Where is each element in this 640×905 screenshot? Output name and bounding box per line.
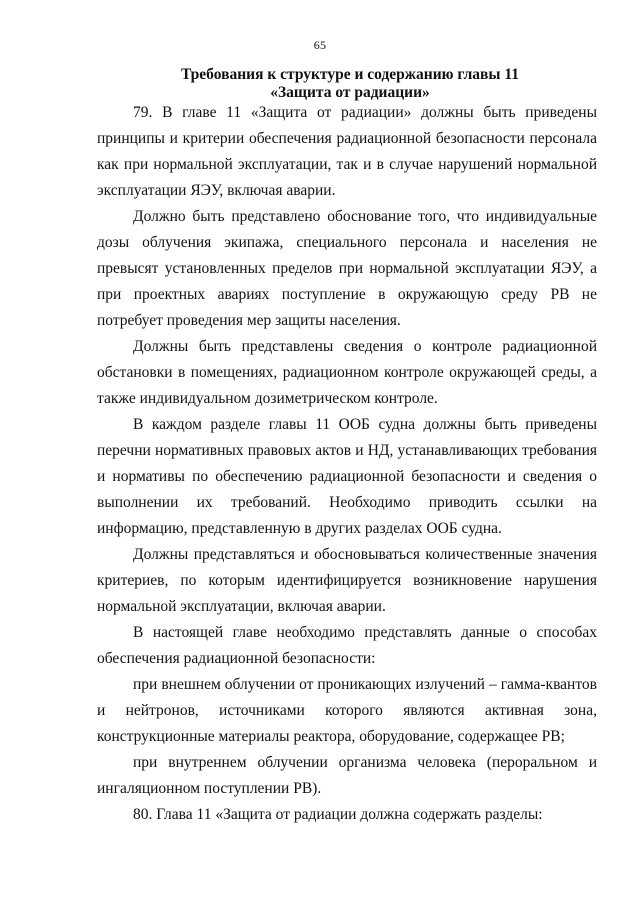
page-number: 65 (313, 38, 327, 52)
paragraph-external-exposure: при внешнем облучении от проникающих излучений – гамма-квантов и нейтронов, источниками которого являются активная зона, конструкционные материалы реактора, оборудование, содержащее РВ; (97, 676, 597, 745)
section-heading-line-1: Требования к структуре и содержанию главы 11 (180, 66, 520, 83)
paragraph-regulations: В каждом разделе главы 11 ООБ судна должны быть приведены перечни нормативных правовых актов и НД, устанавливающих требования и нормативы по обеспечению радиационной безопасности и сведения о выполнении их требований. Необходимо приводить ссылки на информацию, представленную в других разделах ООБ судна. (97, 416, 597, 537)
section-heading (0, 66, 640, 102)
paragraph-79: 79. В главе 11 «Защита от радиации» должны быть приведены принципы и критерии обеспечения радиационной безопасности персонала как при нормальной эксплуатации, так и в случае нарушений нормальной эксплуатации ЯЭУ, включая аварии. (97, 104, 597, 199)
section-heading-line-2: «Защита от радиации» (270, 84, 430, 101)
paragraph-80: 80. Глава 11 «Защита от радиации должна содержать разделы: (133, 806, 543, 823)
paragraph-internal-exposure: при внутреннем облучении организма человека (пероральном и ингаляционном поступлении РВ). (97, 754, 597, 797)
paragraph-monitoring: Должны быть представлены сведения о контроле радиационной обстановки в помещениях, радиационном контроле окружающей среды, а также индивидуальном дозиметрическом контроле. (97, 338, 597, 407)
body-text (97, 100, 597, 828)
paragraph-safety-methods: В настоящей главе необходимо представлять данные о способах обеспечения радиационной безопасности: (97, 624, 597, 667)
paragraph-justification: Должно быть представлено обоснование того, что индивидуальные дозы облучения экипажа, специального персонала и населения не превысят установленных пределов при нормальной эксплуатации ЯЭУ, а при проектных авариях поступление в окружающую среду РВ не потребует проведения мер защиты населения. (97, 208, 597, 329)
paragraph-criteria: Должны представляться и обосновываться количественные значения критериев, по которым идентифицируется возникновение нарушения нормальной эксплуатации, включая аварии. (97, 546, 597, 615)
